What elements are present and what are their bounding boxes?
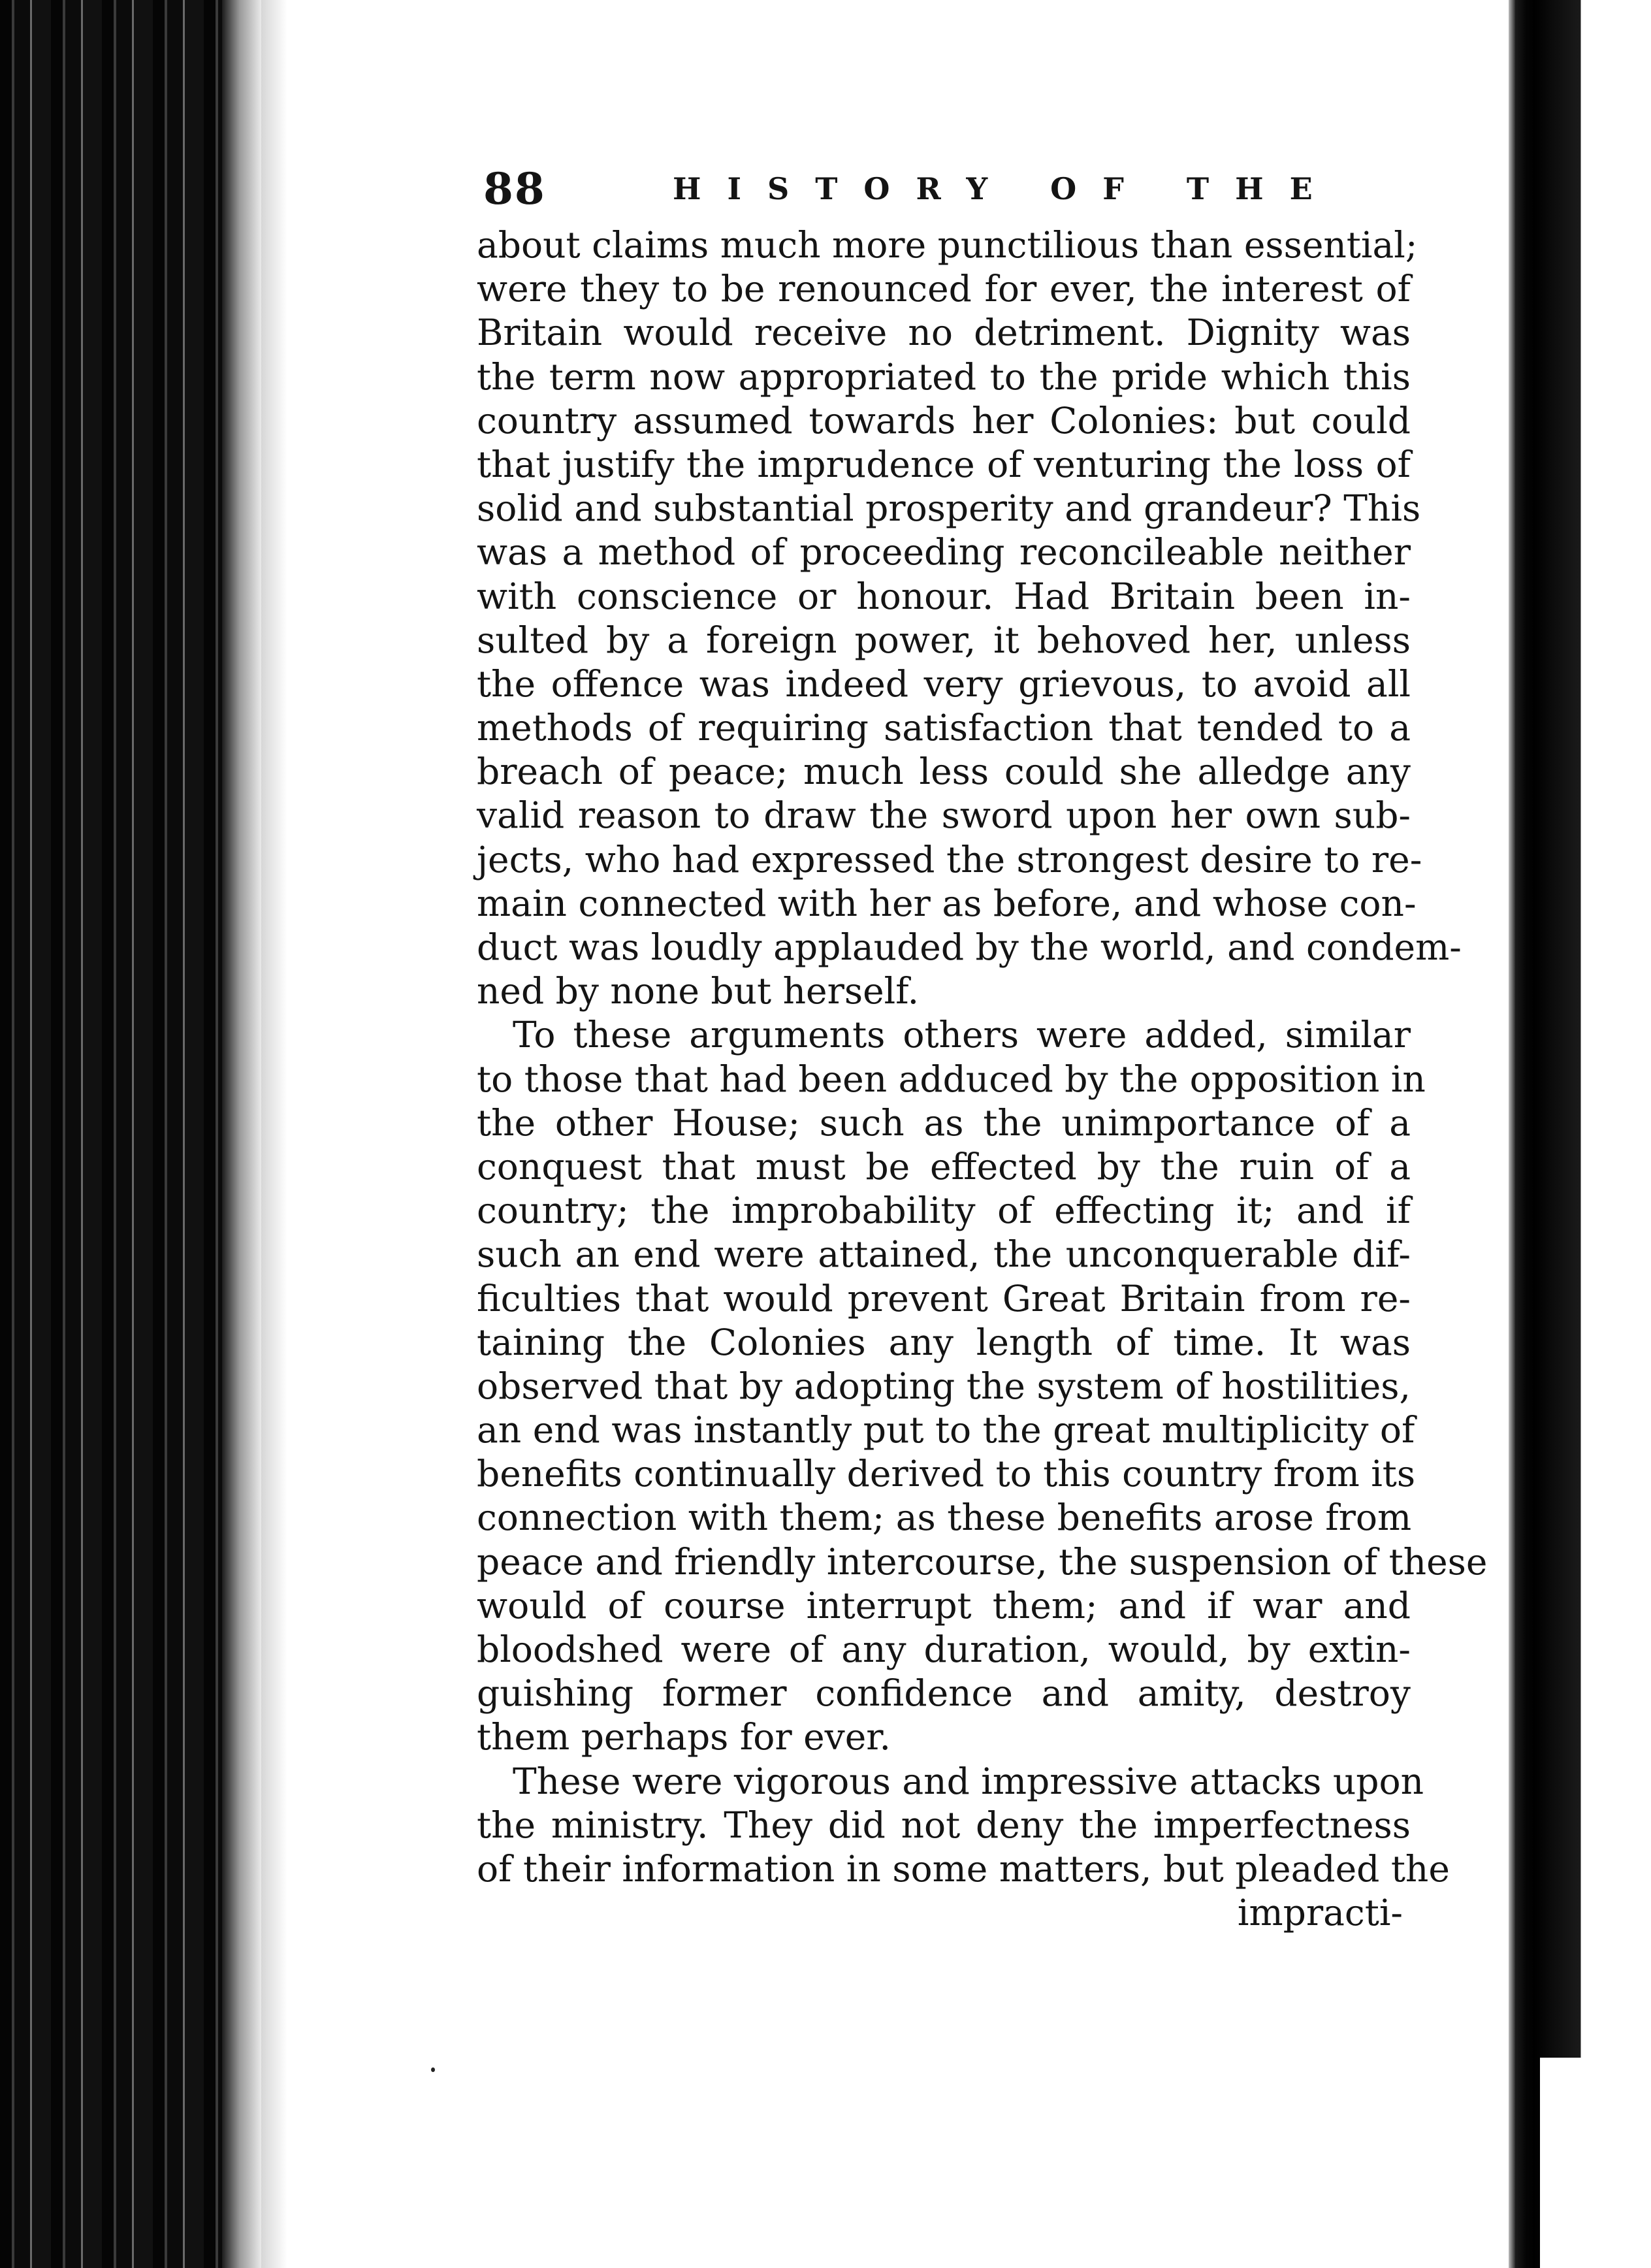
text-line: conquest that must be effected by the ruin of a: [477, 1145, 1411, 1188]
text-line: the term now appropriated to the pride which this: [477, 355, 1411, 398]
text-line: Britain would receive no detriment. Dignity was: [477, 312, 1411, 354]
gutter-shadow: [261, 0, 287, 2268]
page-body: [477, 223, 1488, 1935]
text-line: taining the Colonies any length of time. It was: [477, 1321, 1411, 1363]
text-line: ficulties that would prevent Great Britain from re-: [477, 1277, 1411, 1320]
text-line: an end was instantly put to the great multiplicity of: [477, 1409, 1415, 1451]
text-line: peace and friendly intercourse, the suspension of these: [477, 1540, 1488, 1583]
text-line: connection with them; as these benefits arose from: [477, 1497, 1412, 1539]
catchword: impracti-: [1237, 1892, 1403, 1934]
text-line: valid reason to draw the sword upon her own sub-: [477, 794, 1411, 837]
text-line: ned by none but herself.: [477, 970, 920, 1012]
text-line: jects, who had expressed the strongest desire to re-: [477, 838, 1422, 881]
text-line: was a method of proceeding reconcileable neither: [477, 531, 1411, 574]
text-line: sulted by a foreign power, it behoved her, unless: [477, 619, 1411, 661]
text-line: would of course interrupt them; and if war and: [477, 1584, 1411, 1627]
text-line: observed that by adopting the system of hostilities,: [477, 1365, 1411, 1407]
text-line: were they to be renounced for ever, the interest of: [477, 268, 1411, 310]
text-line: bloodshed were of any duration, would, by extin-: [477, 1628, 1411, 1670]
text-line: benefits continually derived to this country from its: [477, 1453, 1416, 1495]
running-head: HISTORY OF THE: [673, 171, 1339, 206]
text-line: country; the improbability of effecting it; and if: [477, 1190, 1411, 1232]
ink-speck: [431, 2067, 435, 2072]
page-number: 88: [483, 163, 546, 214]
text-line: duct was loudly applauded by the world, and condem-: [477, 926, 1462, 968]
text-line: the other House; such as the unimportance of a: [477, 1101, 1411, 1144]
text-line: guishing former confidence and amity, destroy: [477, 1672, 1411, 1715]
text-line: to those that had been adduced by the opposition in: [477, 1058, 1426, 1100]
right-page-edge: [1509, 0, 1651, 2268]
text-line: about claims much more punctilious than essential;: [477, 224, 1418, 266]
text-line: the offence was indeed very grievous, to avoid all: [477, 662, 1411, 705]
paragraph-1: [477, 223, 1462, 1013]
paragraph-2: [477, 1013, 1488, 1759]
text-line: methods of requiring satisfaction that tended to a: [477, 707, 1411, 749]
text-line: with conscience or honour. Had Britain been in-: [477, 575, 1411, 617]
text-line: country assumed towards her Colonies: but could: [477, 399, 1411, 442]
book-page: [457, 163, 1488, 1934]
text-line: breach of peace; much less could she alledge any: [477, 751, 1411, 793]
page-header: [457, 163, 1411, 216]
book-spine-edge: [0, 0, 261, 2268]
text-line: These were vigorous and impressive attacks upon: [513, 1760, 1424, 1802]
text-line: solid and substantial prosperity and grandeur? This: [477, 487, 1421, 530]
text-line: them perhaps for ever.: [477, 1716, 891, 1758]
text-line: such an end were attained, the unconquerable dif-: [477, 1233, 1411, 1276]
text-line: the ministry. They did not deny the imperfectness: [477, 1804, 1411, 1846]
text-line: main connected with her as before, and whose con-: [477, 882, 1417, 924]
text-line: that justify the imprudence of venturing the loss of: [477, 443, 1411, 485]
text-line: of their information in some matters, but pleaded the: [477, 1847, 1450, 1890]
paragraph-3: [477, 1760, 1450, 1892]
text-line: To these arguments others were added, similar: [513, 1014, 1411, 1056]
